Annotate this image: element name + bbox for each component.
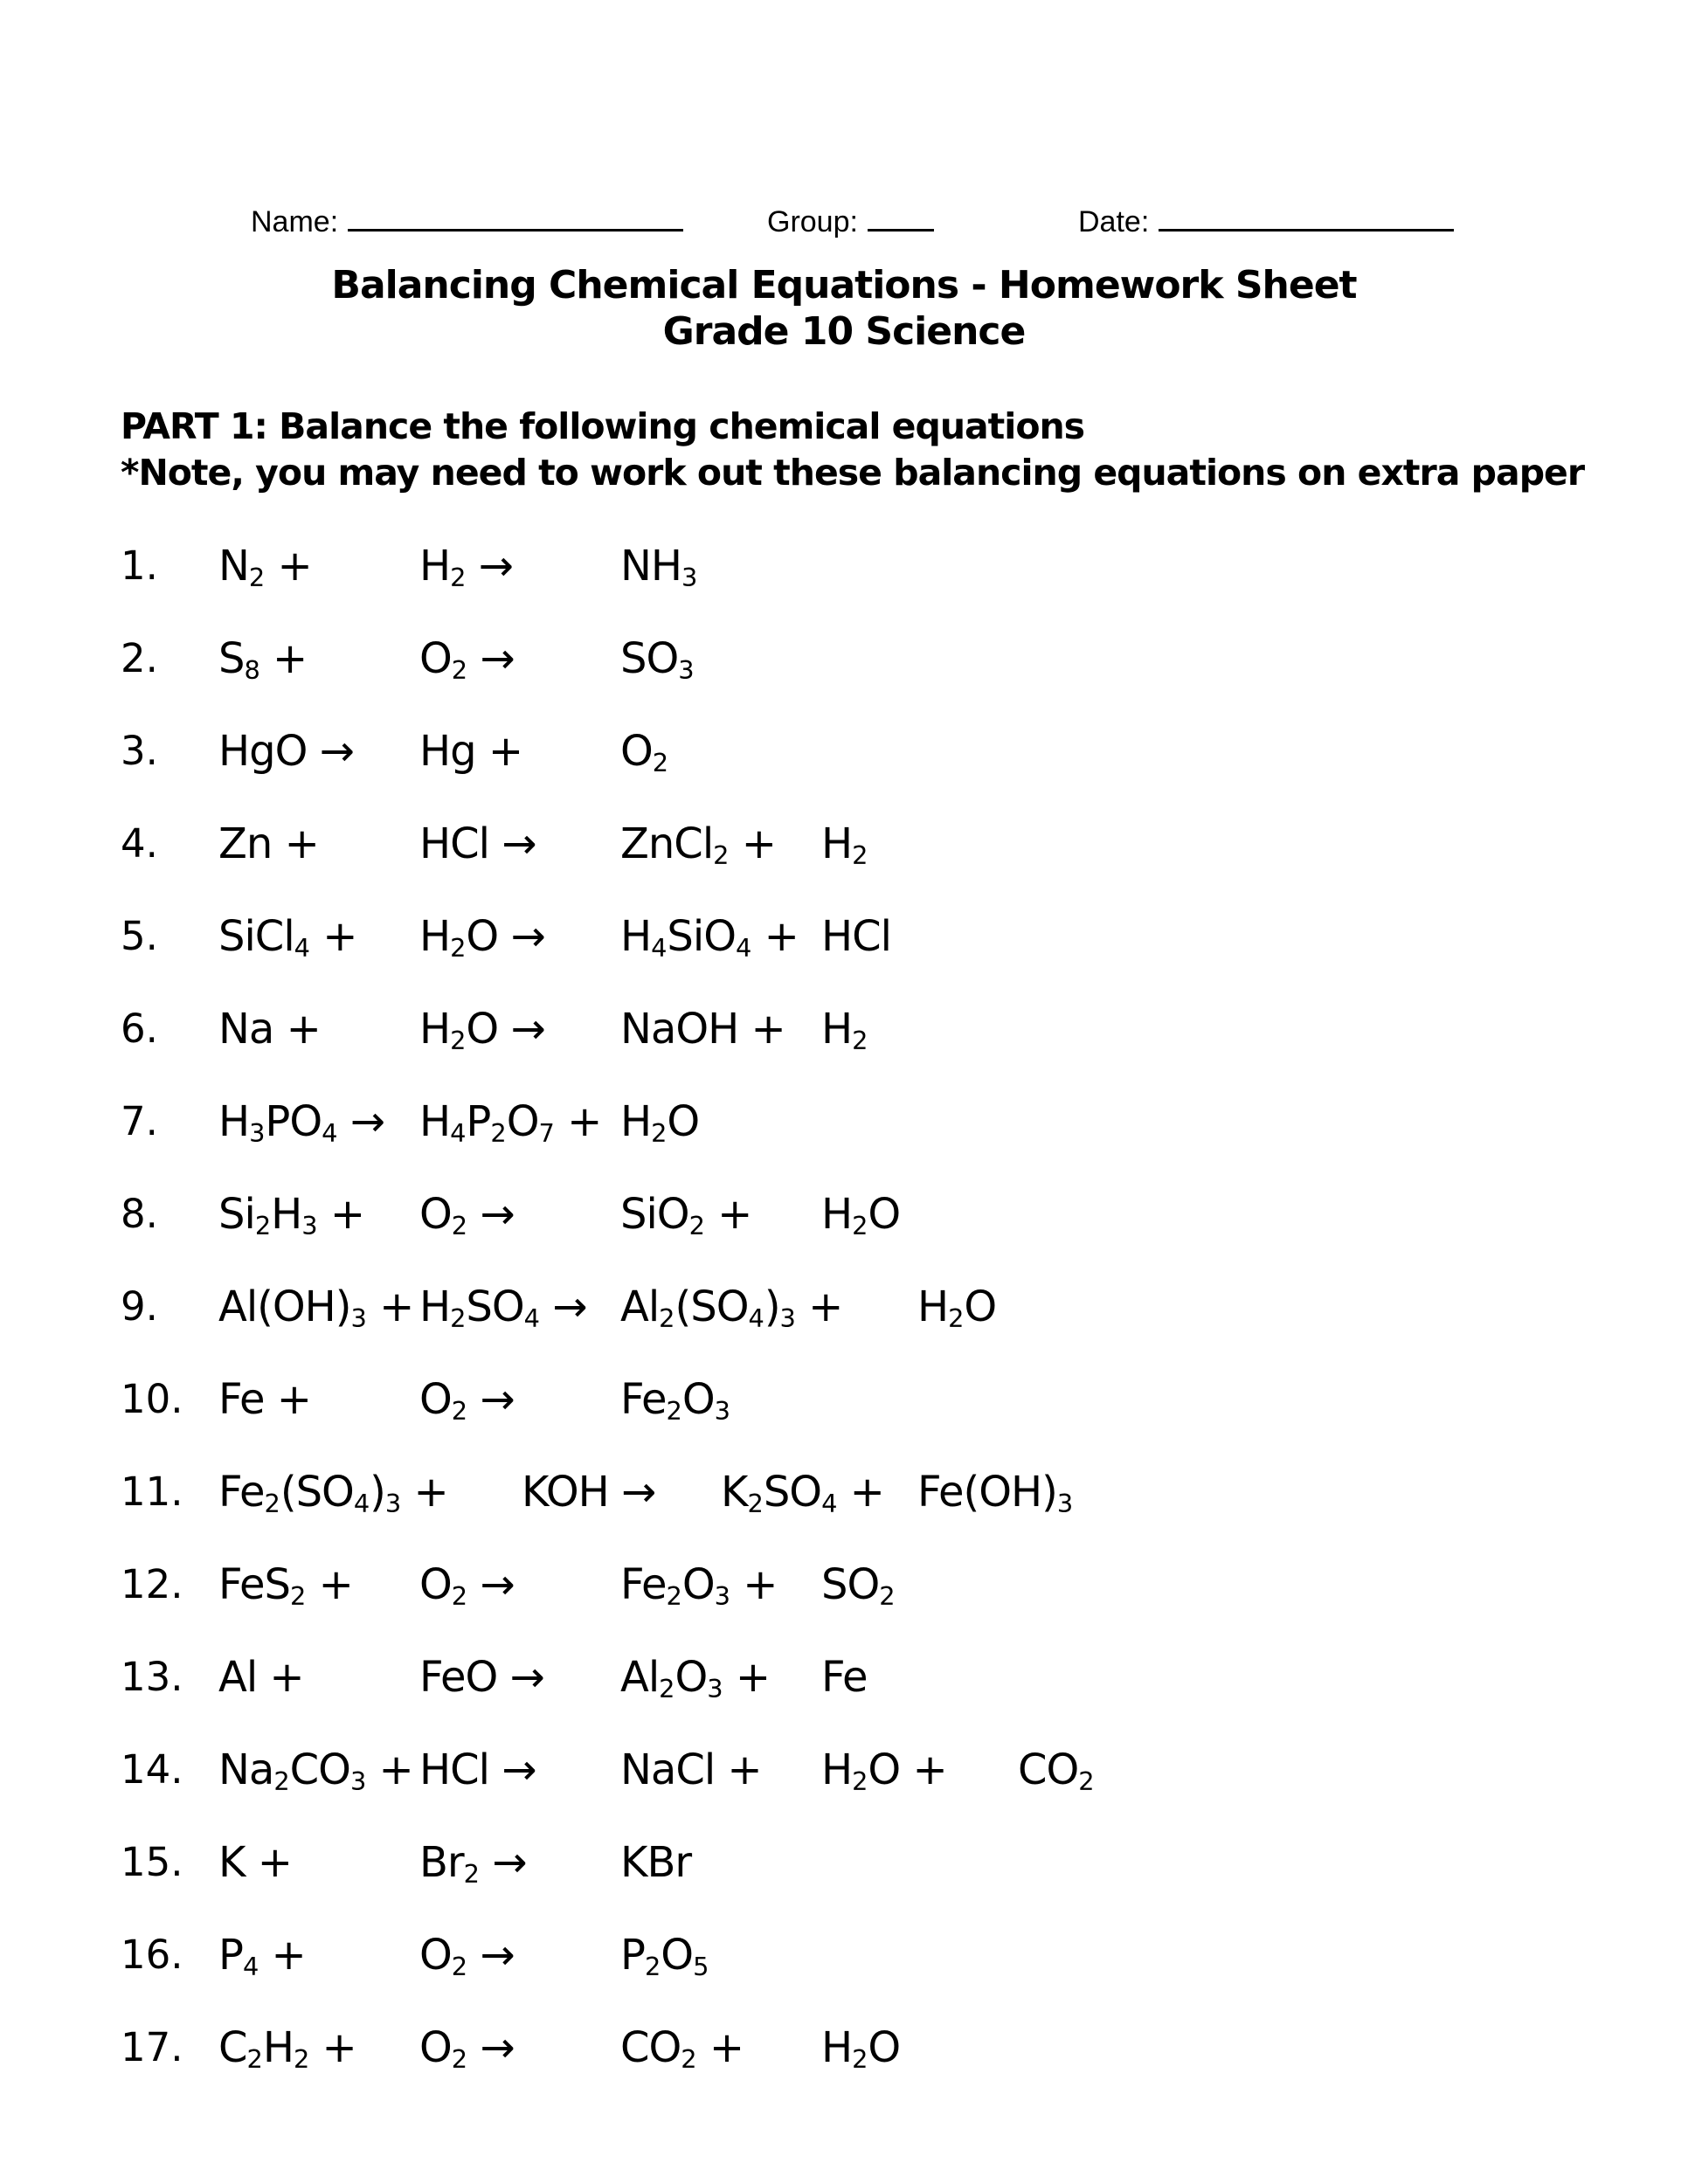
formula-term: Hg + xyxy=(419,727,523,776)
equation-row-1 xyxy=(0,539,1688,593)
formula-term: HCl → xyxy=(419,819,536,868)
equation-number: 5. xyxy=(121,913,158,959)
formula-term: $H_2O$ xyxy=(821,1190,901,1241)
formula-term: $H_2$ xyxy=(821,819,868,871)
part1-note: *Note, you may need to work out these balancing equations on extra paper xyxy=(121,452,1585,494)
formula-term: $SO_3$ xyxy=(620,634,695,686)
formula-term: $H_2O$ xyxy=(620,1097,700,1149)
formula-term: $Br_2$ → xyxy=(419,1838,527,1890)
formula-term: $Fe(OH)_3$ xyxy=(917,1468,1074,1519)
equation-row-11 xyxy=(0,1465,1688,1519)
formula-term: $N_2$ + xyxy=(218,542,312,593)
equation-number: 16. xyxy=(121,1932,183,1978)
group-field xyxy=(767,199,934,238)
group-blank-line xyxy=(868,199,934,232)
equation-number: 11. xyxy=(121,1469,183,1515)
equation-number: 15. xyxy=(121,1839,183,1885)
equation-row-17 xyxy=(0,2021,1688,2075)
equation-number: 6. xyxy=(121,1006,158,1052)
equation-row-2 xyxy=(0,632,1688,686)
date-field xyxy=(1078,199,1454,238)
equation-row-8 xyxy=(0,1187,1688,1241)
group-label: Group: xyxy=(767,205,858,238)
formula-term: $H_2O$ + xyxy=(821,1745,947,1797)
formula-term: $O_2$ → xyxy=(419,634,515,686)
formula-term: Fe + xyxy=(218,1375,311,1424)
equation-row-12 xyxy=(0,1558,1688,1612)
equation-number: 3. xyxy=(121,728,158,774)
formula-term: HgO → xyxy=(218,727,354,776)
formula-term: $Fe_2O_3$ + xyxy=(620,1560,778,1612)
equation-row-5 xyxy=(0,909,1688,964)
equation-row-7 xyxy=(0,1095,1688,1149)
formula-term: Na + xyxy=(218,1005,321,1054)
formula-term: HCl → xyxy=(419,1745,536,1794)
formula-term: $P_2O_5$ xyxy=(620,1931,709,1982)
equation-row-13 xyxy=(0,1650,1688,1704)
formula-term: $Si_2H_3$ + xyxy=(218,1190,365,1241)
formula-term: Zn + xyxy=(218,819,319,868)
formula-term: NaCl + xyxy=(620,1745,762,1794)
formula-term: Al + xyxy=(218,1653,304,1702)
formula-term: $H_4SiO_4$ + xyxy=(620,912,799,964)
formula-term: $Fe_2O_3$ xyxy=(620,1375,730,1427)
formula-term: $Na_2CO_3$ + xyxy=(218,1745,413,1797)
formula-term: FeO → xyxy=(419,1653,544,1702)
formula-term: $Al(OH)_3$ + xyxy=(218,1282,414,1334)
formula-term: KOH → xyxy=(522,1468,656,1517)
formula-term: $P_4$ + xyxy=(218,1931,306,1982)
worksheet-subtitle: Grade 10 Science xyxy=(662,309,1026,354)
formula-term: $NH_3$ xyxy=(620,542,698,593)
equation-row-15 xyxy=(0,1835,1688,1890)
formula-term: $H_2O$ → xyxy=(419,912,545,964)
equation-number: 8. xyxy=(121,1191,158,1237)
equation-number: 2. xyxy=(121,635,158,681)
formula-term: $H_2O$ → xyxy=(419,1005,545,1056)
formula-term: $O_2$ → xyxy=(419,1190,515,1241)
worksheet-title: Balancing Chemical Equations - Homework Sheet xyxy=(331,263,1357,308)
equation-number: 7. xyxy=(121,1098,158,1144)
formula-term: $CO_2$ + xyxy=(620,2023,744,2075)
formula-term: $C_2H_2$ + xyxy=(218,2023,356,2075)
date-blank-line xyxy=(1159,199,1454,232)
formula-term: HCl xyxy=(821,912,891,961)
formula-term: SiCl$_4$ + xyxy=(218,912,357,964)
equation-number: 14. xyxy=(121,1746,183,1793)
formula-term: $H_4P_2O_7$ + xyxy=(419,1097,602,1149)
formula-term: Fe xyxy=(821,1653,868,1702)
formula-term: $Al_2O_3$ + xyxy=(620,1653,771,1704)
formula-term: SiO$_2$ + xyxy=(620,1190,752,1241)
formula-term: $CO_2$ xyxy=(1018,1745,1095,1797)
date-label: Date: xyxy=(1078,205,1150,238)
formula-term: $H_3PO_4$ → xyxy=(218,1097,384,1149)
formula-term: $K_2SO_4$ + xyxy=(721,1468,884,1519)
formula-term: KBr xyxy=(620,1838,692,1887)
formula-term: $H_2O$ xyxy=(821,2023,901,2075)
formula-term: FeS$_2$ + xyxy=(218,1560,353,1612)
formula-term: $O_2$ → xyxy=(419,1375,515,1427)
formula-term: $SO_2$ xyxy=(821,1560,896,1612)
formula-term: $O_2$ → xyxy=(419,1560,515,1612)
equation-number: 10. xyxy=(121,1376,183,1422)
equation-row-4 xyxy=(0,817,1688,871)
formula-term: $H_2SO_4$ → xyxy=(419,1282,587,1334)
equation-number: 12. xyxy=(121,1561,183,1607)
formula-term: $O_2$ xyxy=(620,727,669,778)
equation-row-9 xyxy=(0,1280,1688,1334)
name-blank-line xyxy=(348,199,683,232)
name-label: Name: xyxy=(251,205,339,238)
name-field xyxy=(251,199,683,238)
part1-heading: PART 1: Balance the following chemical equations xyxy=(121,405,1085,447)
formula-term: $H_2$ xyxy=(821,1005,868,1056)
formula-term: $Al_2(SO_4)_3$ + xyxy=(620,1282,843,1334)
equation-row-14 xyxy=(0,1743,1688,1797)
equation-number: 17. xyxy=(121,2024,183,2070)
equation-row-10 xyxy=(0,1372,1688,1427)
equation-row-16 xyxy=(0,1928,1688,1982)
formula-term: $H_2O$ xyxy=(917,1282,997,1334)
equation-number: 13. xyxy=(121,1654,183,1700)
formula-term: K + xyxy=(218,1838,292,1887)
formula-term: $O_2$ → xyxy=(419,2023,515,2075)
formula-term: ZnCl$_2$ + xyxy=(620,819,776,871)
equation-row-6 xyxy=(0,1002,1688,1056)
formula-term: $H_2$ → xyxy=(419,542,513,593)
formula-term: $S_8$ + xyxy=(218,634,308,686)
formula-term: $O_2$ → xyxy=(419,1931,515,1982)
formula-term: $Fe_2(SO_4)_3$ + xyxy=(218,1468,448,1519)
formula-term: NaOH + xyxy=(620,1005,785,1054)
equation-number: 1. xyxy=(121,543,158,589)
equation-number: 4. xyxy=(121,820,158,867)
equation-number: 9. xyxy=(121,1283,158,1330)
equation-row-3 xyxy=(0,724,1688,778)
